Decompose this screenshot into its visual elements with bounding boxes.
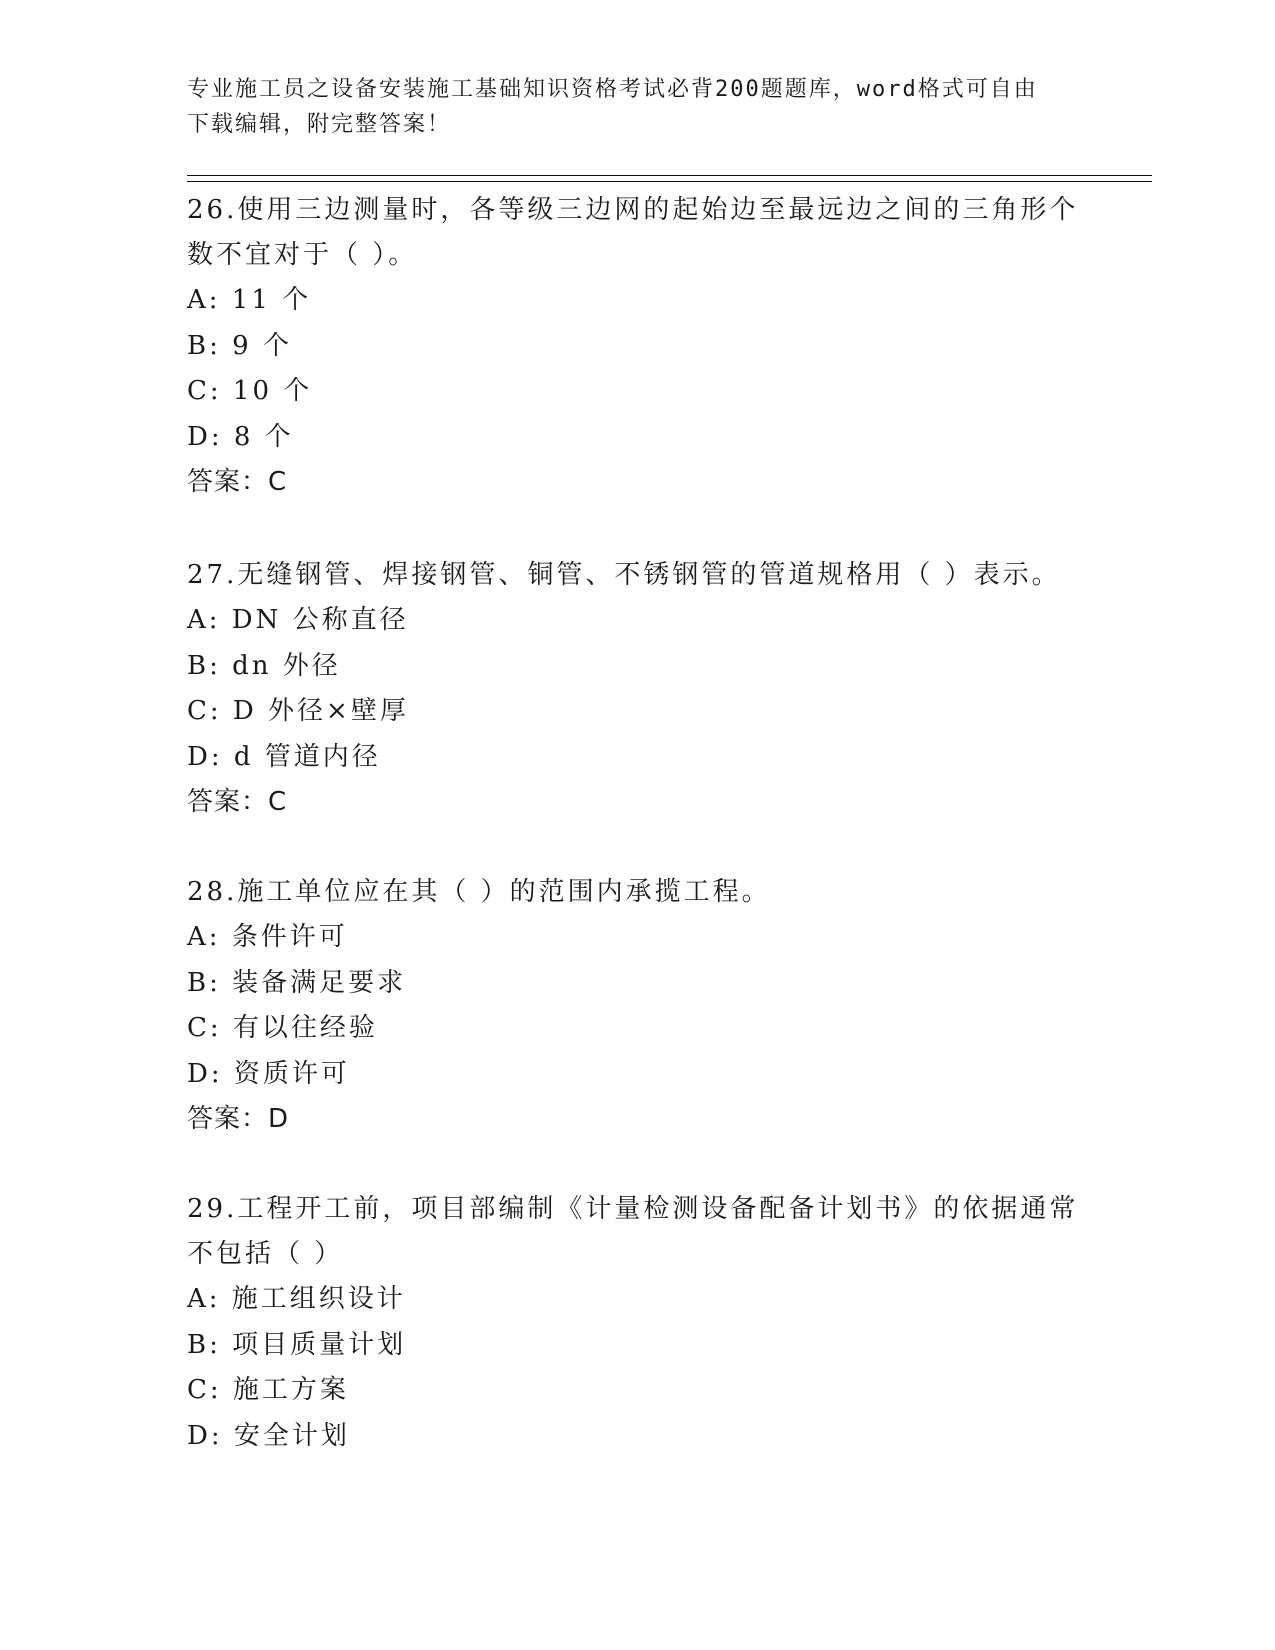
document-header xyxy=(187,72,1067,142)
option-a: A: 11 个 xyxy=(187,285,312,315)
answer: 答案：C xyxy=(187,467,288,497)
question-26 xyxy=(187,188,1087,506)
header-line-2: 下载编辑，附完整答案！ xyxy=(187,112,452,137)
question-27 xyxy=(187,553,1087,826)
answer: 答案：C xyxy=(187,787,288,817)
question-stem-line-2: 不包括（ ） xyxy=(187,1239,344,1269)
question-stem-line-1: 27.无缝钢管、焊接钢管、铜管、不锈钢管的管道规格用（ ）表示。 xyxy=(187,560,1061,590)
option-b: B: dn 外径 xyxy=(187,650,341,681)
option-c: C: 10 个 xyxy=(187,376,313,406)
question-stem-line-1: 28.施工单位应在其（ ）的范围内承揽工程。 xyxy=(187,877,771,907)
option-c: C: 有以往经验 xyxy=(187,1013,378,1043)
option-d: D: 安全计划 xyxy=(187,1420,350,1451)
option-d: D: 8 个 xyxy=(187,421,294,452)
header-divider-bottom xyxy=(187,181,1152,182)
option-c: C: D 外径×壁厚 xyxy=(187,696,409,726)
question-stem-line-2: 数不宜对于（ ）。 xyxy=(187,240,418,270)
option-a: A: DN 公称直径 xyxy=(187,605,409,635)
option-c: C: 施工方案 xyxy=(187,1375,349,1405)
option-b: B: 项目质量计划 xyxy=(187,1329,407,1360)
question-stem-line-1: 26.使用三边测量时，各等级三边网的起始边至最远边之间的三角形个 xyxy=(187,195,1079,225)
answer: 答案：D xyxy=(187,1104,290,1134)
option-b: B: 装备满足要求 xyxy=(187,967,407,998)
question-stem-line-1: 29.工程开工前，项目部编制《计量检测设备配备计划书》的依据通常 xyxy=(187,1194,1079,1224)
option-a: A: 条件许可 xyxy=(187,922,348,952)
option-b: B: 9 个 xyxy=(187,330,292,361)
option-d: D: d 管道内径 xyxy=(187,741,381,772)
option-a: A: 施工组织设计 xyxy=(187,1284,406,1314)
option-d: D: 资质许可 xyxy=(187,1058,350,1089)
question-29 xyxy=(187,1187,1087,1459)
header-line-1: 专业施工员之设备安装施工基础知识资格考试必背200题题库，word格式可自由 xyxy=(187,77,1038,102)
header-divider-top xyxy=(187,175,1152,176)
question-28 xyxy=(187,870,1087,1143)
